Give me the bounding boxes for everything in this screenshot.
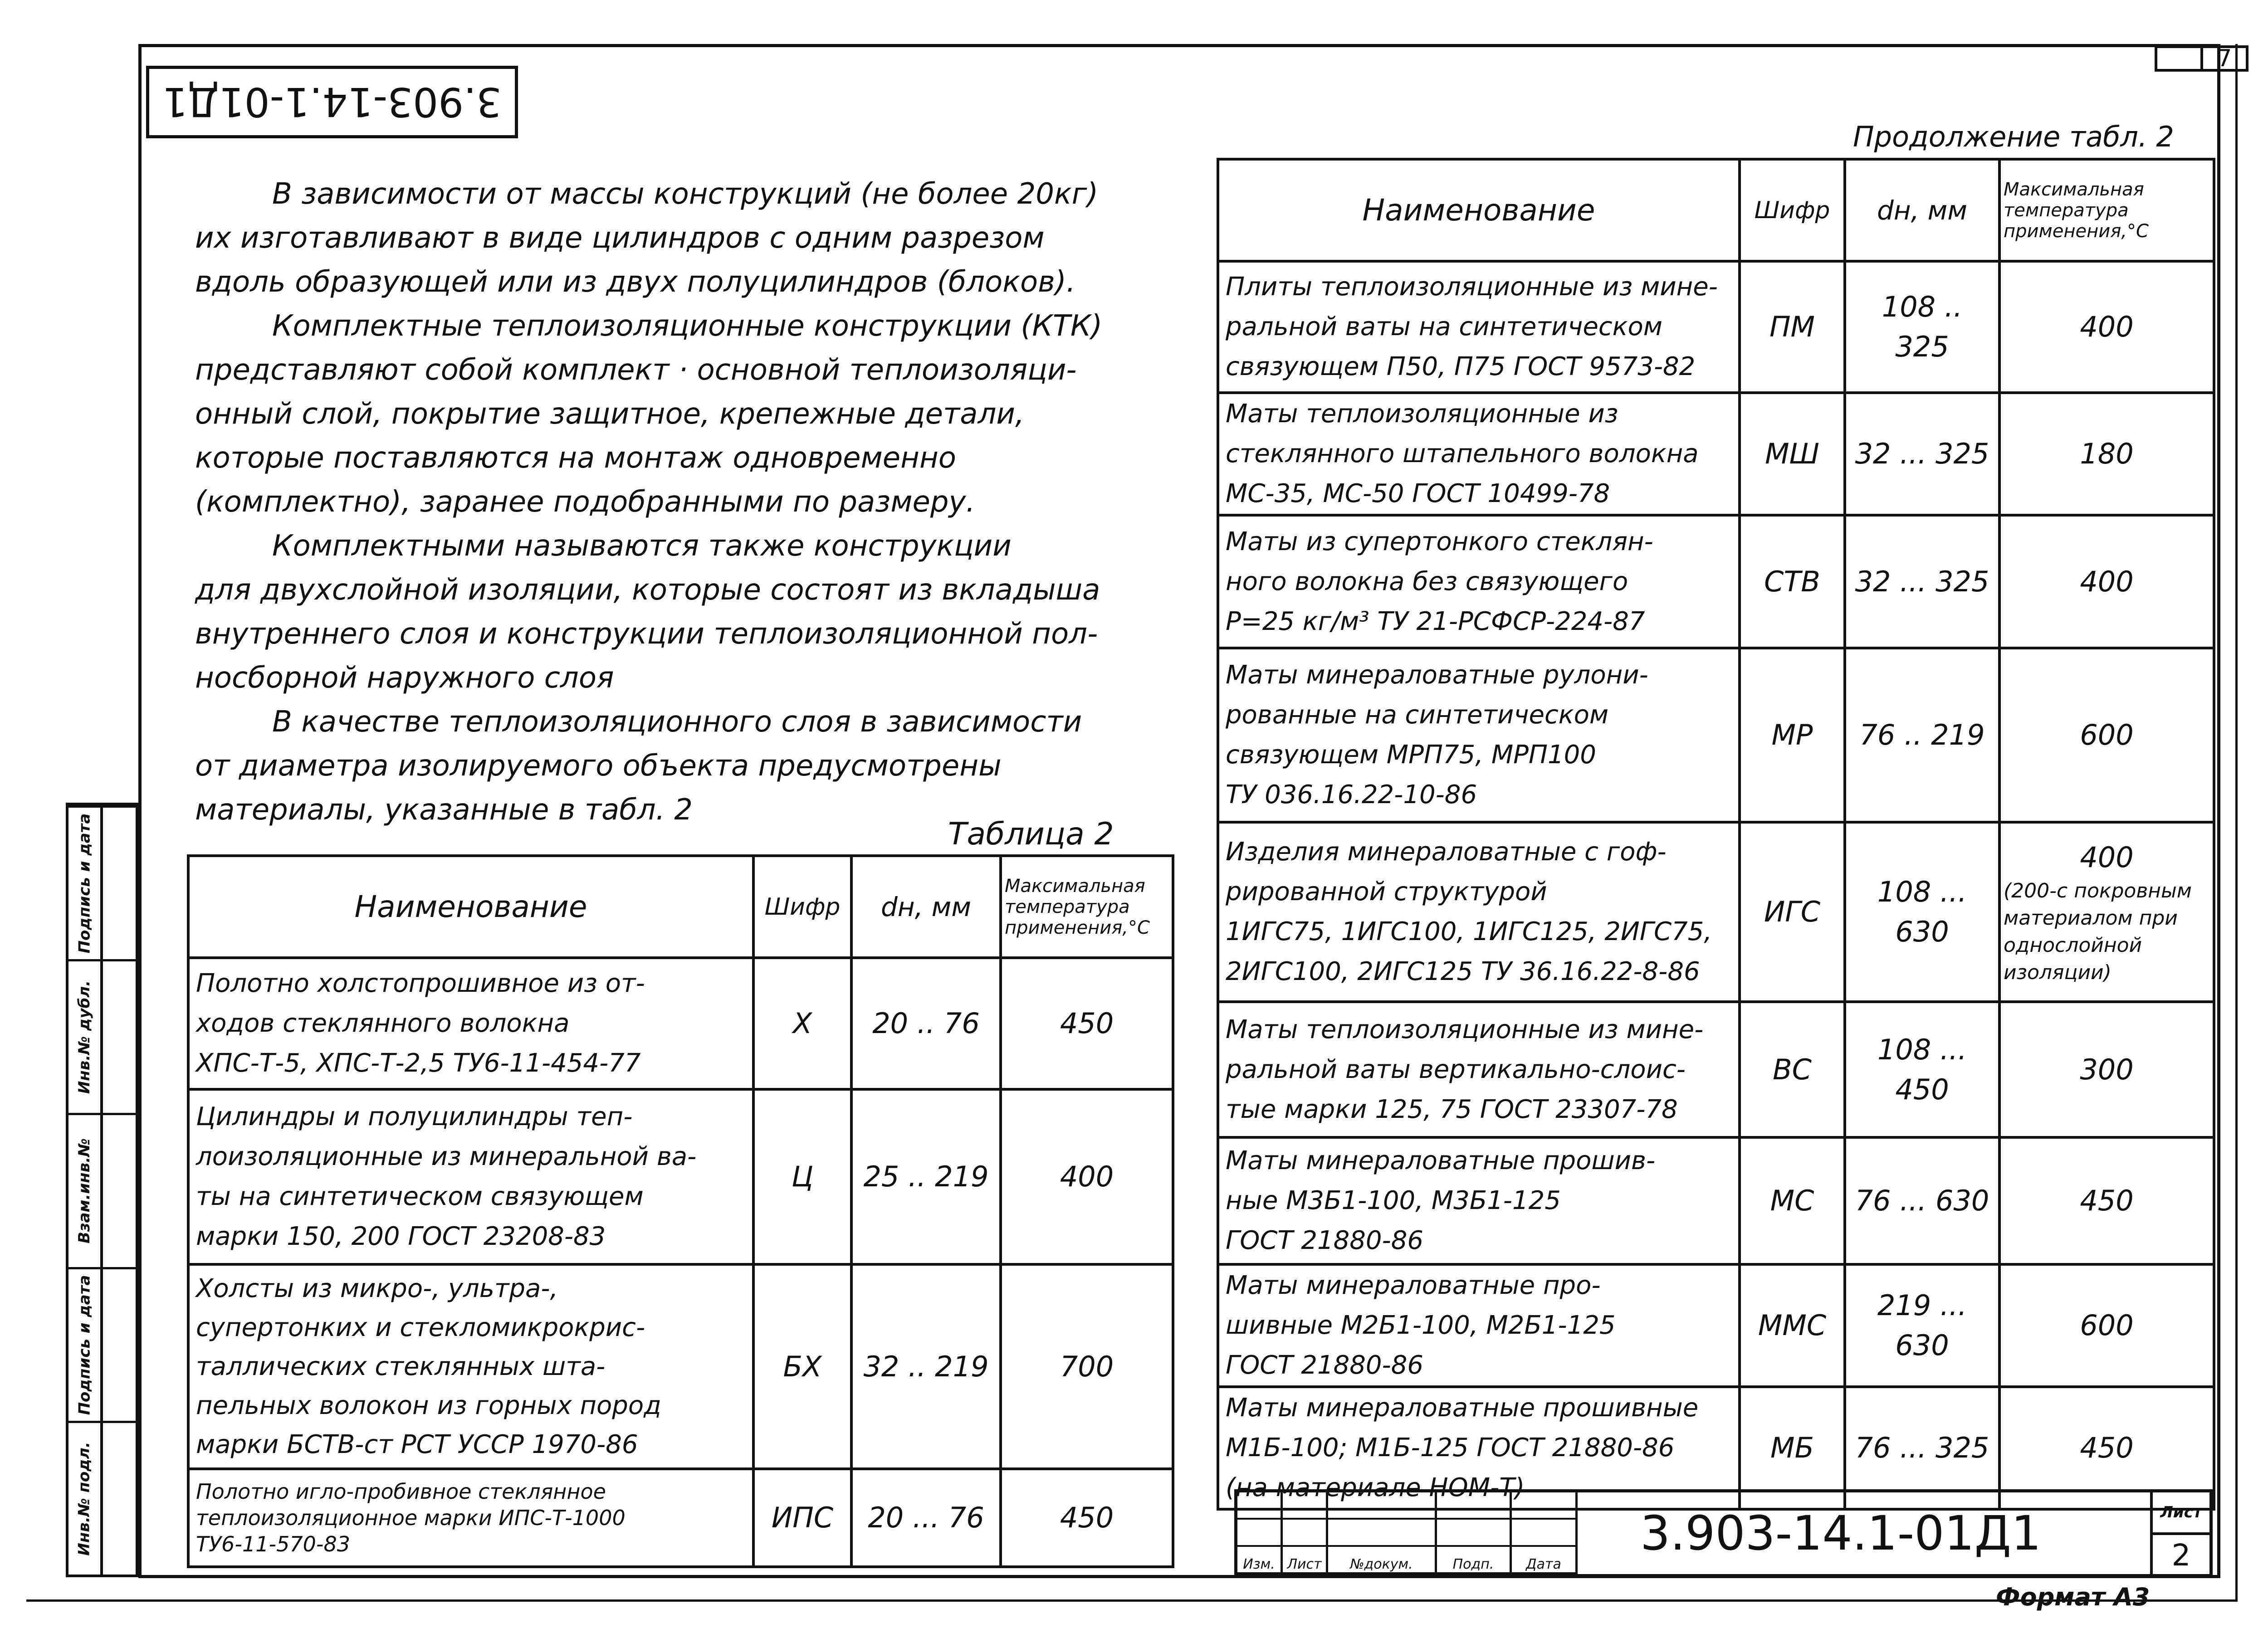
header-temp-line: применения,°С [2004, 220, 2149, 242]
material-name [1218, 261, 1740, 393]
strip-label: Подпись и дата [75, 813, 94, 954]
material-code: ИГС [1740, 822, 1845, 1002]
strip-cell [68, 805, 136, 959]
temp-value: 600 [2080, 718, 2134, 751]
material-name-line: Полотно игло-пробивное стеклянное [196, 1479, 606, 1504]
material-name-line: P=25 кг/м³ ТУ 21-РСФСР-224-87 [1226, 606, 1645, 636]
temp-value: 400 [2080, 565, 2134, 598]
sheet-label: Лист [2153, 1492, 2209, 1535]
diameter-range: 76 ... 325 [1845, 1387, 1999, 1509]
diameter-range: 20 ... 76 [851, 1469, 1001, 1567]
header-name: Наименование [1218, 159, 1740, 261]
diameter-range: 25 .. 219 [851, 1089, 1001, 1264]
temp-value: 450 [2080, 1184, 2134, 1217]
title-block [1234, 1489, 2213, 1577]
material-name-line: М1Б-100; М1Б-125 ГОСТ 21880-86 [1226, 1433, 1675, 1462]
title-column-label: №докум. [1328, 1547, 1437, 1574]
material-code: ММС [1740, 1264, 1845, 1387]
material-name-line: рованные на синтетическом [1226, 700, 1609, 730]
material-name-line: супертонких и стекломикрокрис- [196, 1312, 645, 1342]
header-diameter: dн, мм [1845, 159, 1999, 261]
strip-label-cell [68, 808, 103, 959]
temp-value: 400 [2080, 841, 2134, 874]
text-line: представляют собой комплект · основной теплоизоляци- [195, 353, 1077, 387]
material-code: МР [1740, 648, 1845, 822]
material-name-line: связующем П50, П75 ГОСТ 9573-82 [1226, 352, 1696, 381]
max-temperature [1999, 393, 2214, 515]
material-name-line: ные М3Б1-100, М3Б1-125 [1226, 1186, 1561, 1215]
temp-value: 450 [2080, 1431, 2134, 1464]
text-line: Комплектными называются также конструкции [272, 529, 1012, 563]
strip-cell [68, 1421, 136, 1575]
material-name-line: ты на синтетическом связующем [196, 1182, 644, 1211]
table-header-row [1218, 159, 2214, 261]
material-code: Х [753, 958, 851, 1089]
text-line: вдоль образующей или из двух полуцилиндров (блоков). [195, 265, 1076, 299]
material-code: Ц [753, 1089, 851, 1264]
table-row [1218, 822, 2214, 1002]
max-temperature [1999, 648, 2214, 822]
header-max-temp [1001, 856, 1173, 958]
strip-cell [68, 1113, 136, 1267]
table-row [188, 958, 1173, 1089]
text-line: носборной наружного слоя [195, 661, 614, 695]
table-row [1218, 1264, 2214, 1387]
table-header-row [188, 856, 1173, 958]
material-name-line: 1ИГС75, 1ИГС100, 1ИГС125, 2ИГС75, [1226, 917, 1712, 946]
text-line: которые поставляются на монтаж одновременно [195, 441, 956, 475]
table-row [1218, 1002, 2214, 1137]
material-name-line: теплоизоляционное марки ИПС-Т-1000 [196, 1506, 626, 1530]
mirrored-code-stamp: 3.903-14.1-01Д1 [146, 66, 518, 138]
max-temperature [1999, 1137, 2214, 1264]
material-name-line: рированной структурой [1226, 877, 1547, 907]
material-name-line: ТУ6-11-570-83 [196, 1532, 351, 1556]
title-grid-cell [1283, 1492, 1328, 1520]
title-grid-cell [1328, 1492, 1437, 1520]
text-line: внутреннего слоя и конструкции теплоизоляционной пол- [195, 617, 1098, 651]
title-grid-cell [1283, 1520, 1328, 1547]
temp-value: 600 [2080, 1309, 2134, 1342]
temp-value: 300 [2080, 1053, 2134, 1086]
sheet-box [2150, 1492, 2209, 1574]
temp-note-line: (200-с покровным [2004, 879, 2192, 902]
materials-table-left [187, 854, 1174, 1568]
title-column-label: Подп. [1437, 1547, 1512, 1574]
title-grid-cell [1437, 1492, 1512, 1520]
material-name-line: ТУ 036.16.22-10-86 [1226, 780, 1477, 809]
format-label: Формат А3 [1996, 1583, 2150, 1611]
text-line: от диаметра изолируемого объекта предусмотрены [195, 749, 1002, 783]
header-temp-line: Максимальная [1005, 875, 1145, 897]
strip-label: Взам.инв.№ [75, 1138, 94, 1244]
strip-label-cell [68, 1115, 103, 1267]
material-name [1218, 393, 1740, 515]
diameter-range: 108 ... 450 [1845, 1002, 1999, 1137]
diameter-range: 20 .. 76 [851, 958, 1001, 1089]
text-line: В зависимости от массы конструкций (не более 20кг) [272, 177, 1099, 211]
table-continuation-caption: Продолжение табл. 2 [1853, 120, 2174, 153]
material-name-line: Маты минераловатные прошив- [1226, 1146, 1656, 1175]
temp-value: 450 [1060, 1007, 1114, 1040]
material-name-line: Маты минераловатные прошивные [1226, 1393, 1699, 1423]
material-name [1218, 648, 1740, 822]
text-line: для двухслойной изоляции, которые состоят из вкладыша [195, 573, 1100, 607]
material-name [1218, 1264, 1740, 1387]
material-name-line: шивные М2Б1-100, М2Б1-125 [1226, 1311, 1616, 1340]
material-name-line: Маты минераловатные рулони- [1226, 660, 1648, 690]
strip-cell [68, 1267, 136, 1421]
left-margin-stamp [66, 803, 138, 1577]
header-code: Шифр [1740, 159, 1845, 261]
material-code: ПМ [1740, 261, 1845, 393]
material-code: БХ [753, 1264, 851, 1469]
title-grid-cell [1437, 1520, 1512, 1547]
material-name-line: стеклянного штапельного волокна [1226, 439, 1699, 468]
material-name-line: тые марки 125, 75 ГОСТ 23307-78 [1226, 1094, 1678, 1124]
material-name-line: таллических стеклянных шта- [196, 1351, 606, 1381]
header-diameter: dн, мм [851, 856, 1001, 958]
material-code: МС [1740, 1137, 1845, 1264]
temp-value: 180 [2080, 437, 2134, 470]
material-name-line: ральной ваты вертикально-слоис- [1226, 1054, 1686, 1084]
material-name-line: Маты теплоизоляционные из [1226, 399, 1618, 429]
diameter-range: 76 .. 219 [1845, 648, 1999, 822]
material-name-line: ральной ваты на синтетическом [1226, 312, 1662, 341]
header-temp-line: температура [1005, 896, 1130, 917]
header-max-temp [1999, 159, 2214, 261]
material-name-line: (на материале НОМ-Т) [1226, 1473, 1525, 1502]
material-name-line: Холсты из микро-, ультра-, [196, 1273, 558, 1303]
material-name-line: пельных волокон из горных пород [196, 1390, 661, 1420]
title-grid-cell [1237, 1520, 1283, 1547]
material-name-line: марки БСТВ-ст РСТ УССР 1970-86 [196, 1429, 638, 1459]
text-line: их изготавливают в виде цилиндров с одним разрезом [195, 221, 1045, 255]
diameter-range: 32 .. 219 [851, 1264, 1001, 1469]
diameter-range: 108 .. 325 [1845, 261, 1999, 393]
title-column-label: Лист [1283, 1547, 1328, 1574]
table-row [1218, 515, 2214, 648]
title-column-label: Изм. [1237, 1547, 1283, 1574]
max-temperature [1999, 1002, 2214, 1137]
strip-label: Инв.№ подл. [75, 1442, 93, 1556]
header-temp-line: температура [2004, 200, 2129, 221]
header-temp-line: применения,°С [1005, 917, 1150, 938]
material-code: ИПС [753, 1469, 851, 1567]
table-row [1218, 1137, 2214, 1264]
title-column-label: Дата [1512, 1547, 1578, 1574]
material-name-line: Маты минераловатные про- [1226, 1271, 1601, 1300]
header-name: Наименование [188, 856, 753, 958]
max-temperature [1999, 1264, 2214, 1387]
material-name-line: Цилиндры и полуцилиндры теп- [196, 1102, 633, 1131]
text-line: В качестве теплоизоляционного слоя в зависимости [272, 705, 1082, 739]
max-temperature [1999, 261, 2214, 393]
strip-cell [68, 959, 136, 1113]
temp-value: 450 [1060, 1501, 1114, 1534]
material-name-line: связующем МРП75, МРП100 [1226, 740, 1596, 770]
max-temperature [1001, 1089, 1173, 1264]
max-temperature [1001, 958, 1173, 1089]
material-name [1218, 515, 1740, 648]
material-name [188, 1469, 753, 1567]
diameter-range: 32 ... 325 [1845, 393, 1999, 515]
diameter-range: 76 ... 630 [1845, 1137, 1999, 1264]
strip-label-cell [68, 961, 103, 1113]
text-line: Комплектные теплоизоляционные конструкции (КТК) [272, 309, 1103, 343]
material-name-line: ного волокна без связующего [1226, 566, 1628, 596]
document-code: 3.903-14.1-01Д1 [1640, 1506, 2042, 1561]
max-temperature [1999, 515, 2214, 648]
material-name-line: 2ИГС100, 2ИГС125 ТУ 36.16.22-8-86 [1226, 957, 1700, 986]
table-row [1218, 393, 2214, 515]
material-name [188, 1089, 753, 1264]
title-grid-cell [1237, 1492, 1283, 1520]
material-name [1218, 822, 1740, 1002]
max-temperature [1001, 1264, 1173, 1469]
corner-page-box [2155, 45, 2248, 72]
strip-label: Подпись и дата [75, 1275, 94, 1415]
table-row [1218, 261, 2214, 393]
material-code: СТВ [1740, 515, 1845, 648]
material-name-line: Маты из супертонкого стеклян- [1226, 526, 1653, 556]
material-name-line: марки 150, 200 ГОСТ 23208-83 [196, 1222, 606, 1251]
material-name-line: лоизоляционные из минеральной ва- [196, 1142, 697, 1171]
title-grid-cell [1512, 1520, 1578, 1547]
material-name-line: ГОСТ 21880-86 [1226, 1350, 1423, 1380]
table-row [1218, 648, 2214, 822]
material-code: МБ [1740, 1387, 1845, 1509]
diameter-range: 108 ... 630 [1845, 822, 1999, 1002]
table-caption: Таблица 2 [948, 816, 1114, 852]
temp-note-line: однослойной [2004, 934, 2142, 957]
strip-label-cell [68, 1423, 103, 1575]
material-name-line: ходов стеклянного волокна [196, 1009, 570, 1038]
text-line: материалы, указанные в табл. 2 [195, 793, 693, 827]
temp-value: 700 [1060, 1350, 1114, 1383]
max-temperature [1999, 822, 2214, 1002]
materials-table-right [1217, 158, 2215, 1511]
intro-text [195, 172, 1179, 832]
strip-label-cell [68, 1269, 103, 1421]
temp-note-line: изоляции) [2004, 961, 2112, 984]
title-grid-cell [1512, 1492, 1578, 1520]
diameter-range: 32 ... 325 [1845, 515, 1999, 648]
strip-label: Инв.№ дубл. [75, 980, 93, 1094]
text-line: онный слой, покрытие защитное, крепежные детали, [195, 397, 1025, 431]
material-name [188, 958, 753, 1089]
material-code: ВС [1740, 1002, 1845, 1137]
table-row [188, 1264, 1173, 1469]
table-row [188, 1469, 1173, 1567]
temp-value: 400 [1060, 1160, 1114, 1193]
material-name [1218, 1137, 1740, 1264]
max-temperature [1001, 1469, 1173, 1567]
diameter-range: 219 ... 630 [1845, 1264, 1999, 1387]
material-name-line: ХПС-Т-5, ХПС-Т-2,5 ТУ6-11-454-77 [196, 1048, 641, 1078]
material-name-line: Полотно холстопрошивное из от- [196, 969, 645, 998]
material-name [1218, 1002, 1740, 1137]
material-name-line: ГОСТ 21880-86 [1226, 1226, 1423, 1255]
material-name-line: Маты теплоизоляционные из мине- [1226, 1014, 1704, 1044]
temp-value: 400 [2080, 310, 2134, 343]
sheet-number: 2 [2171, 1537, 2191, 1573]
table-row [188, 1089, 1173, 1264]
material-name-line: Изделия минераловатные с гоф- [1226, 837, 1667, 867]
header-code: Шифр [753, 856, 851, 958]
text-line: (комплектно), заранее подобранными по размеру. [195, 485, 975, 519]
material-name-line: Плиты теплоизоляционные из мине- [1226, 272, 1718, 302]
material-name [188, 1264, 753, 1469]
header-temp-line: Максимальная [2004, 179, 2144, 200]
material-name-line: МС-35, МС-50 ГОСТ 10499-78 [1226, 479, 1610, 508]
material-code: МШ [1740, 393, 1845, 515]
temp-note-line: материалом при [2004, 907, 2178, 930]
corner-page-number: 7 [2200, 48, 2246, 69]
title-grid-cell [1328, 1520, 1437, 1547]
